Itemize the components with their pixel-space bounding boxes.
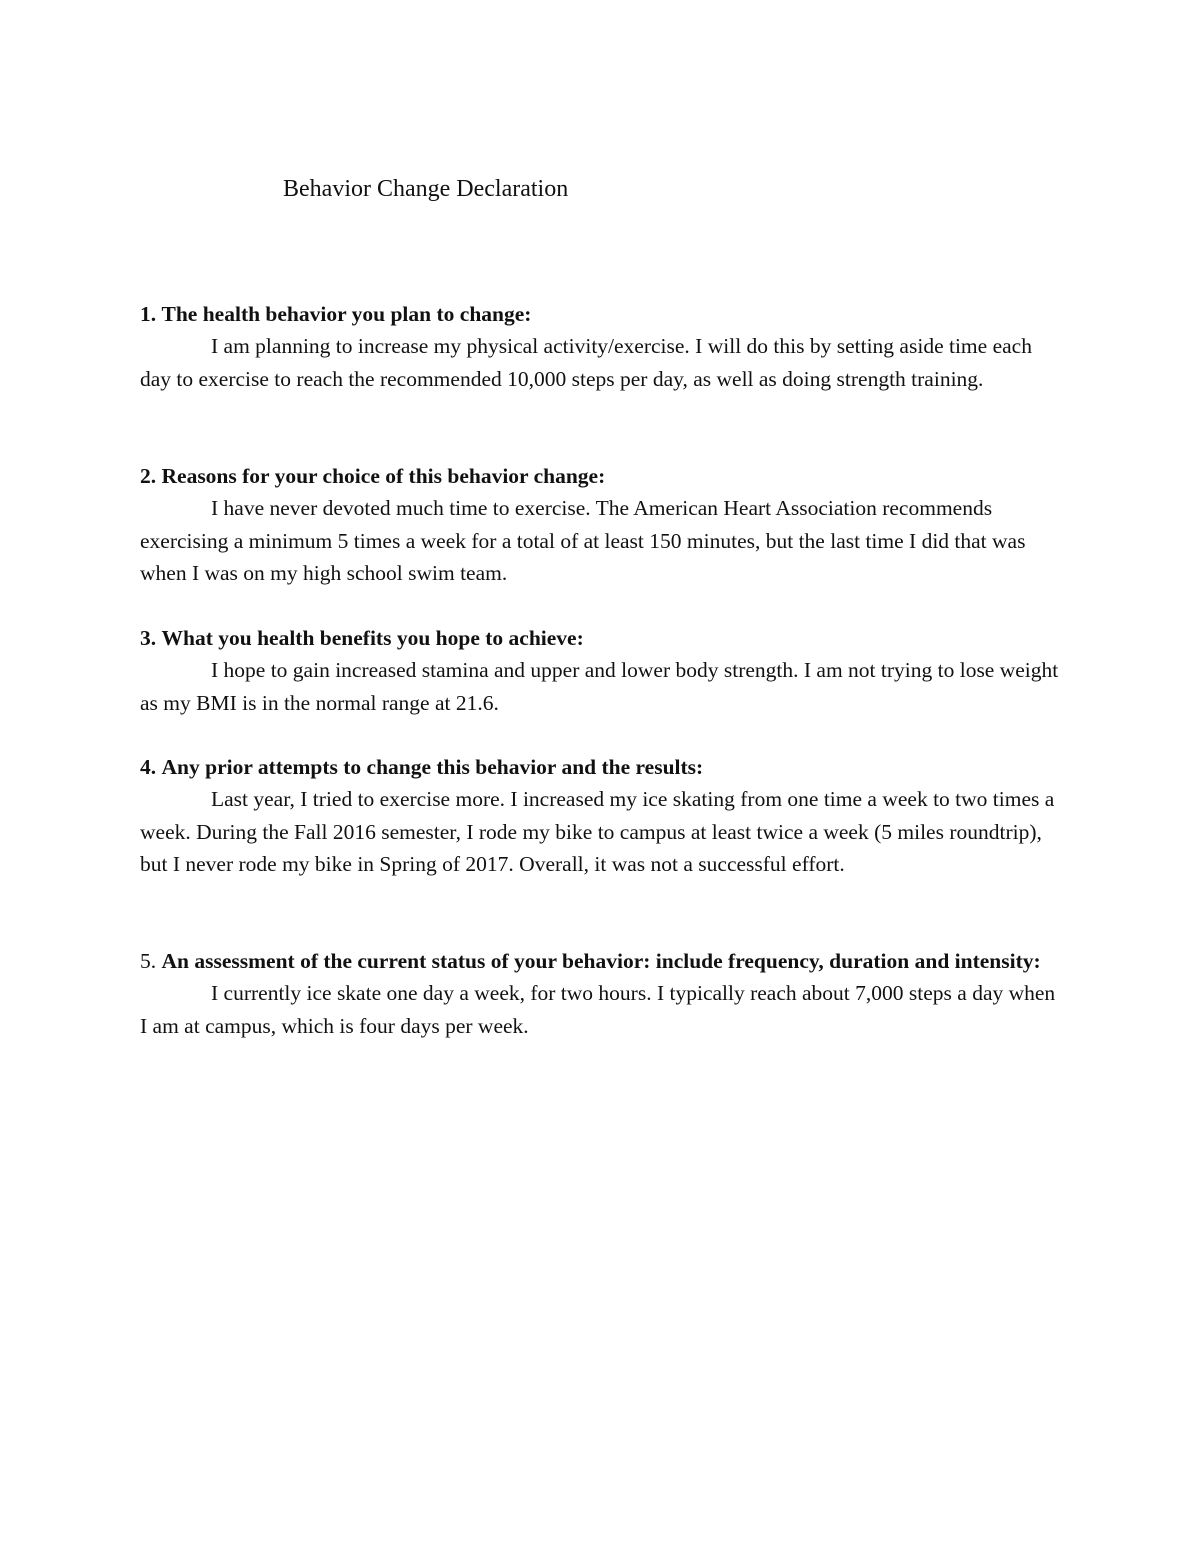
section-heading-text: The health behavior you plan to change: xyxy=(161,302,532,326)
section-number: 1. xyxy=(140,302,157,326)
section-heading xyxy=(140,751,1060,783)
section-reasons xyxy=(140,460,1060,589)
section-current-status xyxy=(140,945,1060,1042)
section-number: 4. xyxy=(140,755,157,779)
section-number: 2. xyxy=(140,464,157,488)
section-number: 3. xyxy=(140,626,157,650)
section-health-behavior xyxy=(140,298,1060,395)
section-heading-text: An assessment of the current status of your behavior: include frequency, duration and intensity: xyxy=(161,949,1041,973)
document-title: Behavior Change Declaration xyxy=(283,176,569,202)
section-heading xyxy=(140,298,1060,330)
section-prior-attempts xyxy=(140,751,1060,880)
section-body: I hope to gain increased stamina and upper and lower body strength. I am not trying to lose weight as my BMI is in the normal range at 21.6. xyxy=(140,658,1059,715)
section-heading xyxy=(140,945,1060,977)
section-heading-text: Reasons for your choice of this behavior change: xyxy=(161,464,606,488)
section-body: Last year, I tried to exercise more. I increased my ice skating from one time a week to two times a week. During the Fall 2016 semester, I rode my bike to campus at least twice a week (5 miles roundtrip), but I never rode my bike in Spring of 2017. Overall, it was not a successful effort. xyxy=(140,787,1055,876)
section-body: I am planning to increase my physical activity/exercise. I will do this by setting aside time each day to exercise to reach the recommended 10,000 steps per day, as well as doing strength training. xyxy=(140,334,1032,391)
section-heading xyxy=(140,460,1060,492)
section-body: I have never devoted much time to exercise. The American Heart Association recommends exercising a minimum 5 times a week for a total of at least 150 minutes, but the last time I did that was when I was on my high school swim team. xyxy=(140,496,1026,585)
section-heading-text: What you health benefits you hope to achieve: xyxy=(161,626,584,650)
section-body: I currently ice skate one day a week, for two hours. I typically reach about 7,000 steps a day when I am at campus, which is four days per week. xyxy=(140,981,1056,1038)
section-health-benefits xyxy=(140,622,1060,719)
section-number: 5. xyxy=(140,949,157,973)
section-heading xyxy=(140,622,1060,654)
section-heading-text: Any prior attempts to change this behavior and the results: xyxy=(161,755,704,779)
